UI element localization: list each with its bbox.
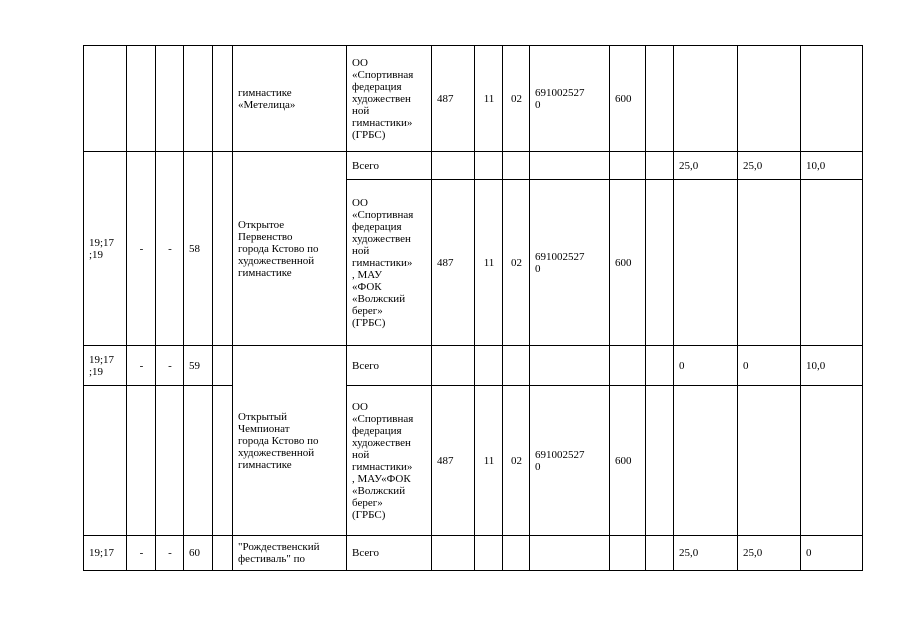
cell-col13 xyxy=(646,152,674,180)
cell-amount-1 xyxy=(674,180,738,346)
cell-col13 xyxy=(646,180,674,346)
table-row xyxy=(84,46,863,152)
cell-col13 xyxy=(646,386,674,536)
cell-col5 xyxy=(213,152,233,346)
total-label: Всего xyxy=(347,536,432,571)
cell-amount-2 xyxy=(738,180,801,346)
table-row xyxy=(84,346,863,386)
cell-amount-2: 25,0 xyxy=(738,152,801,180)
cell-col2 xyxy=(127,46,156,152)
cell-amount-1: 25,0 xyxy=(674,536,738,571)
cell-grbs xyxy=(432,152,475,180)
cell-amount-1 xyxy=(674,386,738,536)
cell-expense-type: 600 xyxy=(610,386,646,536)
cell-grbs: 487 xyxy=(432,180,475,346)
total-label: Всего xyxy=(347,152,432,180)
cell-src xyxy=(84,46,127,152)
cell-grbs: 487 xyxy=(432,46,475,152)
cell-section: 11 xyxy=(475,386,503,536)
cell-target-article: 691002527 0 xyxy=(530,180,610,346)
table-row xyxy=(84,536,863,571)
cell-grbs xyxy=(432,346,475,386)
table-row xyxy=(84,152,863,180)
cell-num xyxy=(184,46,213,152)
cell-col2: - xyxy=(127,346,156,386)
organizer: ОО «Спортивная федерация художествен ной гимнастики» , МАУ«ФОК «Волжский берег» (ГРБС) xyxy=(347,386,432,536)
cell-section xyxy=(475,536,503,571)
cell-num xyxy=(184,386,213,536)
cell-amount-3 xyxy=(801,180,863,346)
cell-amount-2 xyxy=(738,386,801,536)
cell-col5 xyxy=(213,346,233,386)
cell-expense-type xyxy=(610,536,646,571)
cell-src: 19;17 ;19 xyxy=(84,152,127,346)
cell-section: 11 xyxy=(475,180,503,346)
cell-amount-2 xyxy=(738,46,801,152)
cell-amount-2: 0 xyxy=(738,346,801,386)
event-name: Открытый Чемпионат города Кстово по художественной гимнастике xyxy=(233,346,347,536)
cell-subsection xyxy=(503,346,530,386)
cell-subsection: 02 xyxy=(503,180,530,346)
cell-col5 xyxy=(213,386,233,536)
cell-amount-3 xyxy=(801,386,863,536)
cell-subsection xyxy=(503,536,530,571)
cell-section xyxy=(475,152,503,180)
cell-amount-2: 25,0 xyxy=(738,536,801,571)
cell-target-article: 691002527 0 xyxy=(530,386,610,536)
cell-col13 xyxy=(646,46,674,152)
cell-col2: - xyxy=(127,536,156,571)
cell-subsection: 02 xyxy=(503,46,530,152)
table-row xyxy=(84,386,863,536)
cell-num: 59 xyxy=(184,346,213,386)
cell-subsection xyxy=(503,152,530,180)
cell-target-article xyxy=(530,346,610,386)
cell-target-article: 691002527 0 xyxy=(530,46,610,152)
cell-col3: - xyxy=(156,346,184,386)
organizer: ОО «Спортивная федерация художествен ной гимнастики» (ГРБС) xyxy=(347,46,432,152)
event-name: "Рождественский фестиваль" по xyxy=(233,536,347,571)
event-name: гимнастике «Метелица» xyxy=(233,46,347,152)
cell-subsection: 02 xyxy=(503,386,530,536)
cell-amount-3: 10,0 xyxy=(801,346,863,386)
cell-amount-1: 25,0 xyxy=(674,152,738,180)
cell-expense-type xyxy=(610,346,646,386)
cell-section xyxy=(475,346,503,386)
organizer: ОО «Спортивная федерация художествен ной гимнастики» , МАУ «ФОК «Волжский берег» (ГРБС) xyxy=(347,180,432,346)
cell-col3 xyxy=(156,46,184,152)
cell-grbs: 487 xyxy=(432,386,475,536)
cell-col5 xyxy=(213,46,233,152)
cell-col3 xyxy=(156,386,184,536)
cell-col2: - xyxy=(127,152,156,346)
cell-col13 xyxy=(646,536,674,571)
cell-col3: - xyxy=(156,536,184,571)
cell-amount-3 xyxy=(801,46,863,152)
cell-target-article xyxy=(530,536,610,571)
event-name: Открытое Первенство города Кстово по художественной гимнастике xyxy=(233,152,347,346)
cell-num: 60 xyxy=(184,536,213,571)
cell-col5 xyxy=(213,536,233,571)
total-label: Всего xyxy=(347,346,432,386)
cell-col3: - xyxy=(156,152,184,346)
cell-src xyxy=(84,386,127,536)
cell-amount-3: 0 xyxy=(801,536,863,571)
cell-expense-type: 600 xyxy=(610,180,646,346)
cell-src: 19;17 ;19 xyxy=(84,346,127,386)
cell-col2 xyxy=(127,386,156,536)
cell-col13 xyxy=(646,346,674,386)
cell-amount-3: 10,0 xyxy=(801,152,863,180)
budget-table xyxy=(83,45,863,571)
cell-expense-type xyxy=(610,152,646,180)
cell-src: 19;17 xyxy=(84,536,127,571)
cell-amount-1 xyxy=(674,46,738,152)
cell-amount-1: 0 xyxy=(674,346,738,386)
cell-expense-type: 600 xyxy=(610,46,646,152)
cell-num: 58 xyxy=(184,152,213,346)
cell-section: 11 xyxy=(475,46,503,152)
cell-target-article xyxy=(530,152,610,180)
cell-grbs xyxy=(432,536,475,571)
